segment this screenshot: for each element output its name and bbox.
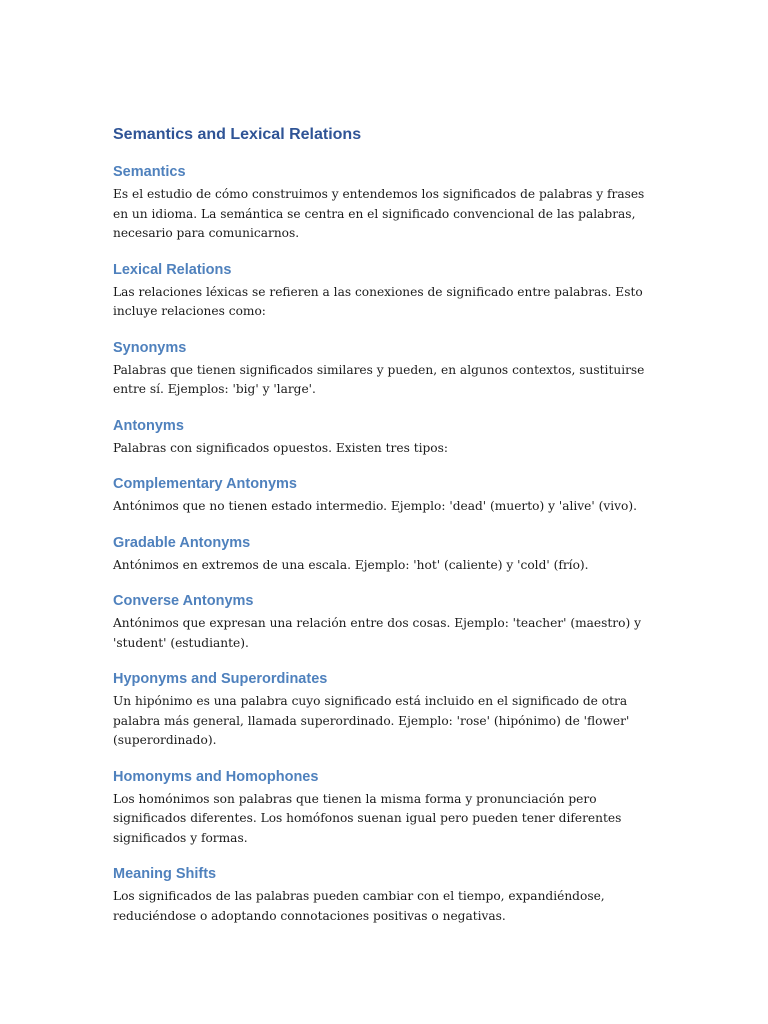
document-title: Semantics and Lexical Relations xyxy=(113,126,362,143)
section-heading: Gradable Antonyms xyxy=(113,534,251,551)
section-heading: Converse Antonyms xyxy=(113,593,254,609)
section-gradable-antonyms xyxy=(113,533,658,576)
section-body: Los significados de las palabras pueden cambiar con el tiempo, expandiéndose, reduciéndose o adoptando connotaciones positivas o negativas. xyxy=(113,889,605,923)
section-homonyms-and-homophones xyxy=(113,767,658,849)
section-semantics xyxy=(113,162,658,244)
section-synonyms xyxy=(113,338,658,400)
section-heading: Homonyms and Homophones xyxy=(113,768,319,785)
section-heading: Semantics xyxy=(113,164,186,180)
section-heading: Lexical Relations xyxy=(113,261,232,278)
section-body: Un hipónimo es una palabra cuyo significado está incluido en el significado de otra palabra más general, llamada superordinado. Ejemplo: 'rose' (hipónimo) de 'flower' (superordinado). xyxy=(113,694,630,747)
section-hyponyms-and-superordinates xyxy=(113,669,658,751)
document-page xyxy=(113,124,658,942)
section-antonyms xyxy=(113,416,658,459)
section-heading: Antonyms xyxy=(113,417,184,434)
section-heading: Synonyms xyxy=(113,339,187,356)
section-lexical-relations xyxy=(113,260,658,322)
section-body: Palabras que tienen significados similares y pueden, en algunos contextos, sustituirse entre sí. Ejemplos: 'big' y 'large'. xyxy=(113,362,645,396)
section-body: Es el estudio de cómo construimos y entendemos los significados de palabras y frases en un idioma. La semántica se centra en el significado convencional de las palabras, necesario para comunicarnos. xyxy=(113,187,645,240)
section-body: Palabras con significados opuestos. Existen tres tipos: xyxy=(113,440,448,455)
section-heading: Hyponyms and Superordinates xyxy=(113,671,328,687)
section-converse-antonyms xyxy=(113,591,658,653)
section-meaning-shifts xyxy=(113,864,658,926)
section-body: Antónimos que expresan una relación entre dos cosas. Ejemplo: 'teacher' (maestro) y 'student' (estudiante). xyxy=(113,616,641,650)
section-complementary-antonyms xyxy=(113,474,658,517)
section-body: Antónimos en extremos de una escala. Ejemplo: 'hot' (caliente) y 'cold' (frío). xyxy=(113,557,589,572)
section-heading: Complementary Antonyms xyxy=(113,476,297,492)
section-body: Antónimos que no tienen estado intermedio. Ejemplo: 'dead' (muerto) y 'alive' (vivo). xyxy=(113,499,637,513)
section-body: Los homónimos son palabras que tienen la misma forma y pronunciación pero significados diferentes. Los homófonos suenan igual pero pueden tener diferentes significados y formas. xyxy=(113,791,622,845)
section-heading: Meaning Shifts xyxy=(113,866,217,882)
section-body: Las relaciones léxicas se refieren a las conexiones de significado entre palabras. Esto incluye relaciones como: xyxy=(113,284,643,318)
